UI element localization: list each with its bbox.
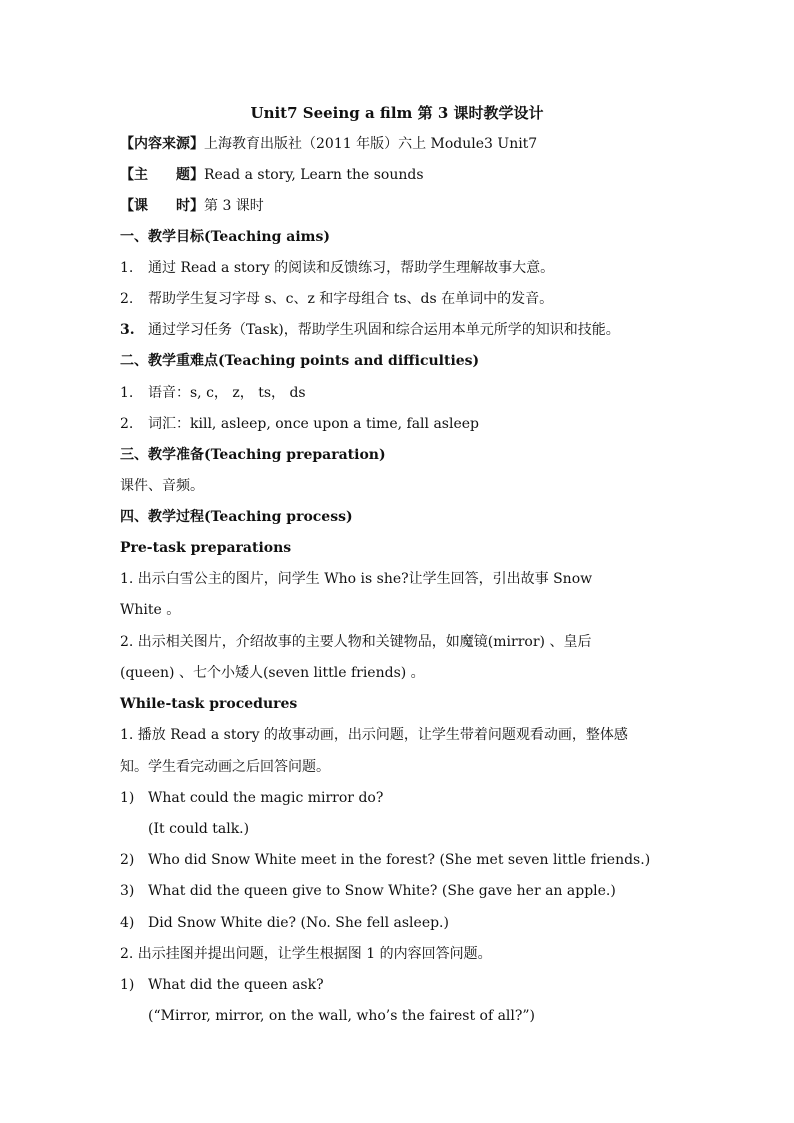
list-number: 2) — [120, 852, 135, 868]
meta-period-label: 【课 时】 — [120, 198, 204, 214]
section-heading-preparation: 三、教学准备(Teaching preparation) — [120, 447, 386, 463]
meta-topic-label: 【主 题】 — [120, 167, 204, 183]
question-text: Did Snow White die? (No. She fell asleep.) — [148, 915, 449, 931]
list-item — [120, 290, 553, 308]
answer-text: (It could talk.) — [148, 821, 250, 837]
list-number: 1) — [120, 977, 135, 993]
document-title: Unit7 Seeing a film 第 3 课时教学设计 — [250, 104, 544, 122]
question-item — [120, 851, 650, 869]
list-item — [120, 321, 620, 339]
list-number: 3. — [120, 322, 135, 338]
list-text: 帮助学生复习字母 s、c、z 和字母组合 ts、ds 在单词中的发音。 — [148, 291, 554, 307]
list-number: 4) — [120, 915, 135, 931]
list-text: 语音：s, c， z， ts， ds — [148, 385, 306, 401]
paragraph-line: 2. 出示相关图片，介绍故事的主要人物和关键物品，如魔镜(mirror) 、皇后 — [120, 634, 592, 650]
question-item — [120, 914, 449, 932]
list-text: 通过 Read a story 的阅读和反馈练习，帮助学生理解故事大意。 — [148, 260, 555, 276]
list-number: 3) — [120, 883, 135, 899]
subheading-pre-task: Pre-task preparations — [120, 540, 292, 556]
list-item — [120, 259, 554, 277]
paragraph-line: 知。学生看完动画之后回答问题。 — [120, 759, 330, 775]
meta-period — [120, 197, 264, 215]
paragraph-line: 1. 出示白雪公主的图片，问学生 Who is she?让学生回答，引出故事 Snow — [120, 571, 593, 587]
meta-source-text: 上海教育出版社（2011 年版）六上 Module3 Unit7 — [204, 136, 538, 152]
answer-text: (“Mirror, mirror, on the wall, who’s the fairest of all?”) — [148, 1008, 536, 1024]
list-item — [120, 415, 479, 433]
question-text: What did the queen ask? — [148, 977, 324, 993]
list-text: 词汇：kill, asleep, once upon a time, fall asleep — [148, 416, 479, 432]
meta-topic-text: Read a story, Learn the sounds — [204, 167, 424, 183]
list-number: 1) — [120, 790, 135, 806]
question-item — [120, 789, 383, 807]
list-number: 1. — [120, 385, 134, 401]
question-text: Who did Snow White meet in the forest? (She met seven little friends.) — [148, 852, 651, 868]
meta-source-label: 【内容来源】 — [120, 136, 204, 152]
list-number: 2. — [120, 291, 134, 307]
question-item — [120, 976, 324, 994]
preparation-text: 课件、音频。 — [120, 478, 204, 494]
list-text: 通过学习任务（Task)，帮助学生巩固和综合运用本单元所学的知识和技能。 — [148, 322, 620, 338]
subheading-while-task: While-task procedures — [120, 696, 298, 712]
meta-period-text: 第 3 课时 — [204, 198, 264, 214]
section-heading-points: 二、教学重难点(Teaching points and difficulties) — [120, 353, 480, 369]
question-text: What could the magic mirror do? — [148, 790, 384, 806]
question-text: What did the queen give to Snow White? (She gave her an apple.) — [148, 883, 616, 899]
paragraph-line: (queen) 、七个小矮人(seven little friends) 。 — [120, 665, 425, 681]
paragraph-line: 2. 出示挂图并提出问题，让学生根据图 1 的内容回答问题。 — [120, 946, 492, 962]
section-heading-aims: 一、教学目标(Teaching aims) — [120, 229, 330, 245]
list-item — [120, 384, 306, 402]
paragraph-line: 1. 播放 Read a story 的故事动画，出示问题，让学生带着问题观看动画，整体感 — [120, 727, 628, 743]
list-number: 2. — [120, 416, 134, 432]
meta-source — [120, 135, 537, 153]
question-item — [120, 882, 616, 900]
list-number: 1. — [120, 260, 134, 276]
meta-topic — [120, 166, 424, 184]
section-heading-process: 四、教学过程(Teaching process) — [120, 509, 353, 525]
paragraph-line: White 。 — [120, 602, 181, 618]
